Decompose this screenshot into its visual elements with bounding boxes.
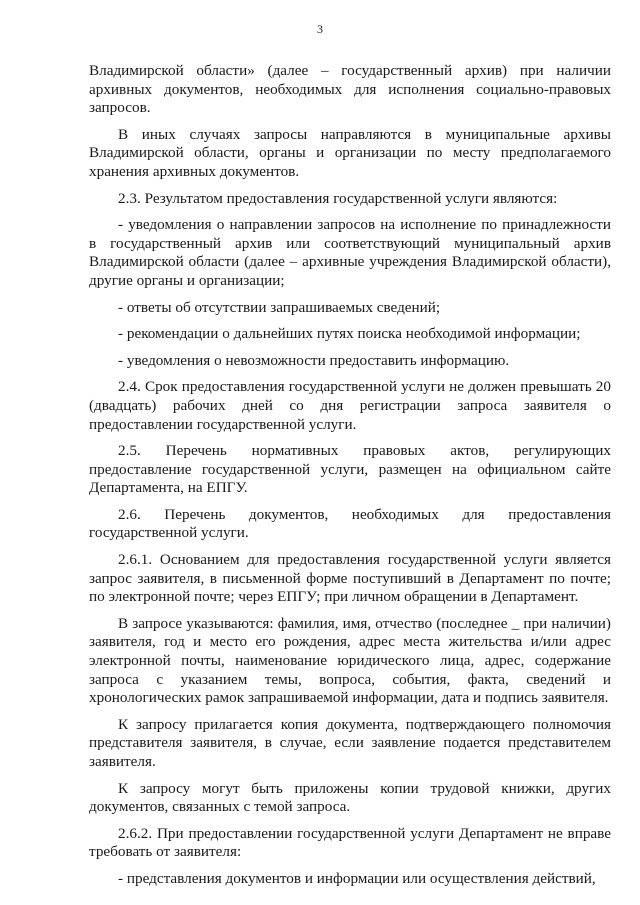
paragraph-3: 2.3. Результатом предоставления государственной услуги являются: xyxy=(118,189,558,207)
paragraph-11: 2.6.1. Основанием для предоставления государственной услуги является запрос заявителя, в письменной форме поступивший в Департамент по почте; по электронной почте; через ЕПГУ; при личном обращении в Департамент. xyxy=(89,551,611,606)
paragraph-12: В запросе указываются: фамилия, имя, отчество (последнее _ при наличии) заявителя, год и место его рождения, адрес места жительства и/или адрес электронной почты, наименование юридического лица, адрес, содержание запроса с указанием темы, вопроса, события, факта, сведений и хронологических рамок запрашиваемой информации, дата и подпись заявителя. xyxy=(89,614,611,707)
paragraph-7: - уведомления о невозможности предоставить информацию. xyxy=(118,351,510,369)
paragraph-16: - представления документов и информации или осуществления действий, xyxy=(118,869,596,887)
paragraph-10: 2.6. Перечень документов, необходимых для предоставления государственной услуги. xyxy=(89,505,611,542)
paragraph-8: 2.4. Срок предоставления государственной услуги не должен превышать 20 (двадцать) рабочих дней со дня регистрации запроса заявителя о предоставлении государственной услуги. xyxy=(89,378,611,433)
paragraph-13: К запросу прилагается копия документа, подтверждающего полномочия представителя заявителя, в случае, если заявление подается представителем заявителя. xyxy=(89,715,611,770)
paragraph-6: - рекомендации о дальнейших путях поиска необходимой информации; xyxy=(118,325,581,343)
paragraph-5: - ответы об отсутствии запрашиваемых сведений; xyxy=(118,298,441,316)
document-body xyxy=(89,62,611,897)
page-number: 3 xyxy=(317,22,323,36)
paragraph-15: 2.6.2. При предоставлении государственной услуги Департамент не вправе требовать от заявителя: xyxy=(89,824,611,861)
paragraph-4: - уведомления о направлении запросов на исполнение по принадлежности в государственный архив или соответствующий муниципальный архив Владимирской области (далее – архивные учреждения Владимирской области), другие органы и организации; xyxy=(89,216,611,289)
paragraph-1: Владимирской области» (далее – государственный архив) при наличии архивных документов, необходимых для исполнения социально-правовых запросов. xyxy=(89,62,611,117)
paragraph-2: В иных случаях запросы направляются в муниципальные архивы Владимирской области, органы и организации по месту предполагаемого хранения архивных документов. xyxy=(89,125,611,180)
paragraph-9: 2.5. Перечень нормативных правовых актов, регулирующих предоставление государственной услуги, размещен на официальном сайте Департамента, на ЕПГУ. xyxy=(89,442,611,497)
paragraph-14: К запросу могут быть приложены копии трудовой книжки, других документов, связанных с темой запроса. xyxy=(89,779,611,816)
